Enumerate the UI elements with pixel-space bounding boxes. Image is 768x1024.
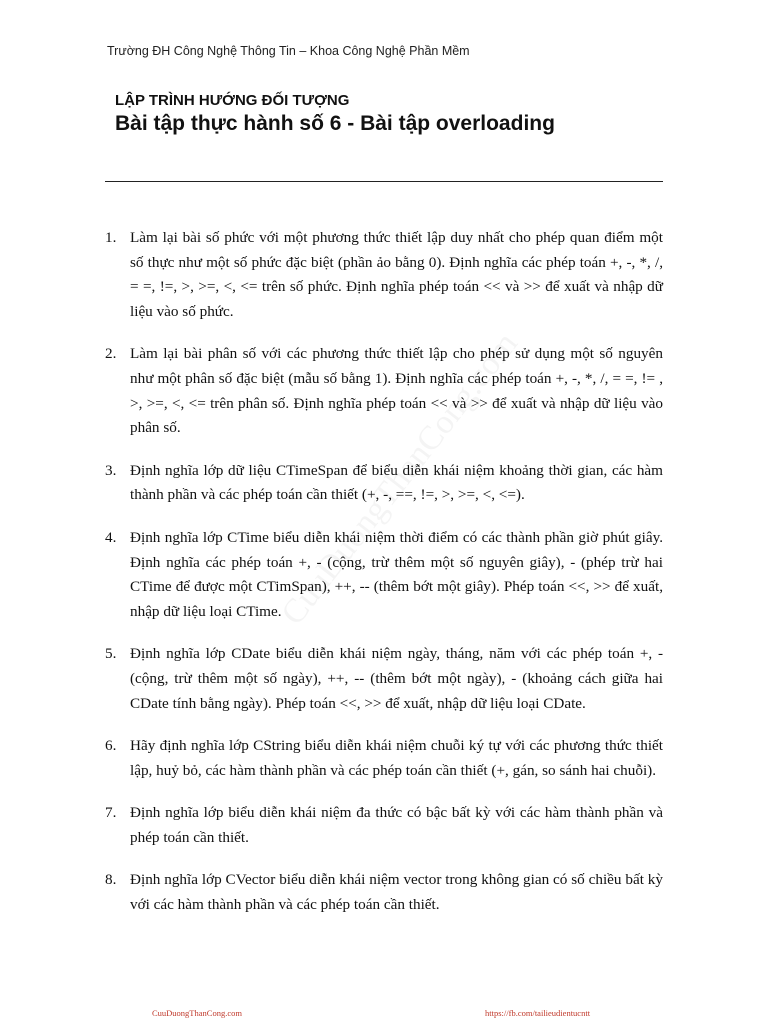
exercise-text: Làm lại bài số phức với một phương thức thiết lập duy nhất cho phép quan điểm một số thực như một số phức đặc biệt (phần ảo bằng 0). Định nghĩa các phép toán +, -, *, /, = =, !=, >, >=, <, <= trên số phức. Định nghĩa phép toán << và >> để xuất và nhập dữ liệu vào số phức. <box>130 229 663 320</box>
exercise-number: 8. <box>105 871 117 889</box>
exercise-text: Định nghĩa lớp biểu diễn khái niệm đa thức có bậc bất kỳ với các hàm thành phần và phép toán cần thiết. <box>130 804 663 846</box>
exercise-number: 5. <box>105 645 117 663</box>
exercise-item-1 <box>105 226 663 324</box>
exercise-text: Định nghĩa lớp CDate biểu diễn khái niệm ngày, tháng, năm với các phép toán +, - (cộng, trừ thêm một số ngày), ++, -- (thêm bớt một ngày), - (khoảng cách giữa hai CDate tính bằng ngày). Phép toán <<, >> để xuất, nhập dữ liệu loại CDate. <box>130 645 663 712</box>
exercise-item-6 <box>105 734 663 783</box>
exercise-item-2 <box>105 342 663 440</box>
exercise-item-3 <box>105 459 663 508</box>
exercise-text: Hãy định nghĩa lớp CString biểu diễn khái niệm chuỗi ký tự với các phương thức thiết lập, huỷ bỏ, các hàm thành phần và các phép toán cần thiết (+, gán, so sánh hai chuỗi). <box>130 737 663 779</box>
exercise-text: Định nghĩa lớp dữ liệu CTimeSpan để biểu diễn khái niệm khoảng thời gian, các hàm thành phần và các phép toán cần thiết (+, -, ==, !=, >, >=, <, <=). <box>130 461 663 504</box>
exercise-list <box>105 226 663 936</box>
exercise-number: 1. <box>105 229 117 246</box>
exercise-number: 2. <box>105 345 117 363</box>
exercise-item-8 <box>105 868 663 917</box>
exercise-item-7 <box>105 801 663 850</box>
title-divider <box>105 181 663 182</box>
exercise-text: Làm lại bài phân số với các phương thức thiết lập cho phép sử dụng một số nguyên như một phân số đặc biệt (mẫu số bằng 1). Định nghĩa các phép toán +, -, *, /, = =, != , >, >=, <, <= trên phân số. Định nghĩa phép toán << và >> để xuất và nhập dữ liệu vào phân số. <box>130 345 663 437</box>
footer-link-site[interactable]: CuuDuongThanCong.com <box>152 1008 242 1018</box>
exercise-number: 4. <box>105 528 117 546</box>
exercise-text: Định nghĩa lớp CVector biểu diễn khái niệm vector trong không gian có số chiều bất kỳ với các hàm thành phần và các phép toán cần thiết. <box>130 871 663 914</box>
exercise-number: 6. <box>105 737 117 755</box>
institution-header: Trường ĐH Công Nghệ Thông Tin – Khoa Công Nghệ Phần Mềm <box>107 44 470 58</box>
exercise-text: Định nghĩa lớp CTime biểu diễn khái niệm thời điểm có các thành phần giờ phút giây. Định nghĩa các phép toán +, - (cộng, trừ thêm một số nguyên giây), - (phép trừ hai CTime để được một CTimSpan), ++, -- (thêm bớt một giây). Phép toán <<, >> để xuất, nhập dữ liệu loại CTime. <box>130 528 663 620</box>
assignment-title: Bài tập thực hành số 6 - Bài tập overloading <box>115 112 555 135</box>
exercise-item-4 <box>105 526 663 624</box>
exercise-number: 3. <box>105 461 117 479</box>
course-title: LẬP TRÌNH HƯỚNG ĐỐI TƯỢNG <box>115 92 350 109</box>
footer-link-facebook[interactable]: https://fb.com/tailieudientucntt <box>485 1008 591 1018</box>
exercise-item-5 <box>105 642 663 716</box>
exercise-number: 7. <box>105 804 117 822</box>
